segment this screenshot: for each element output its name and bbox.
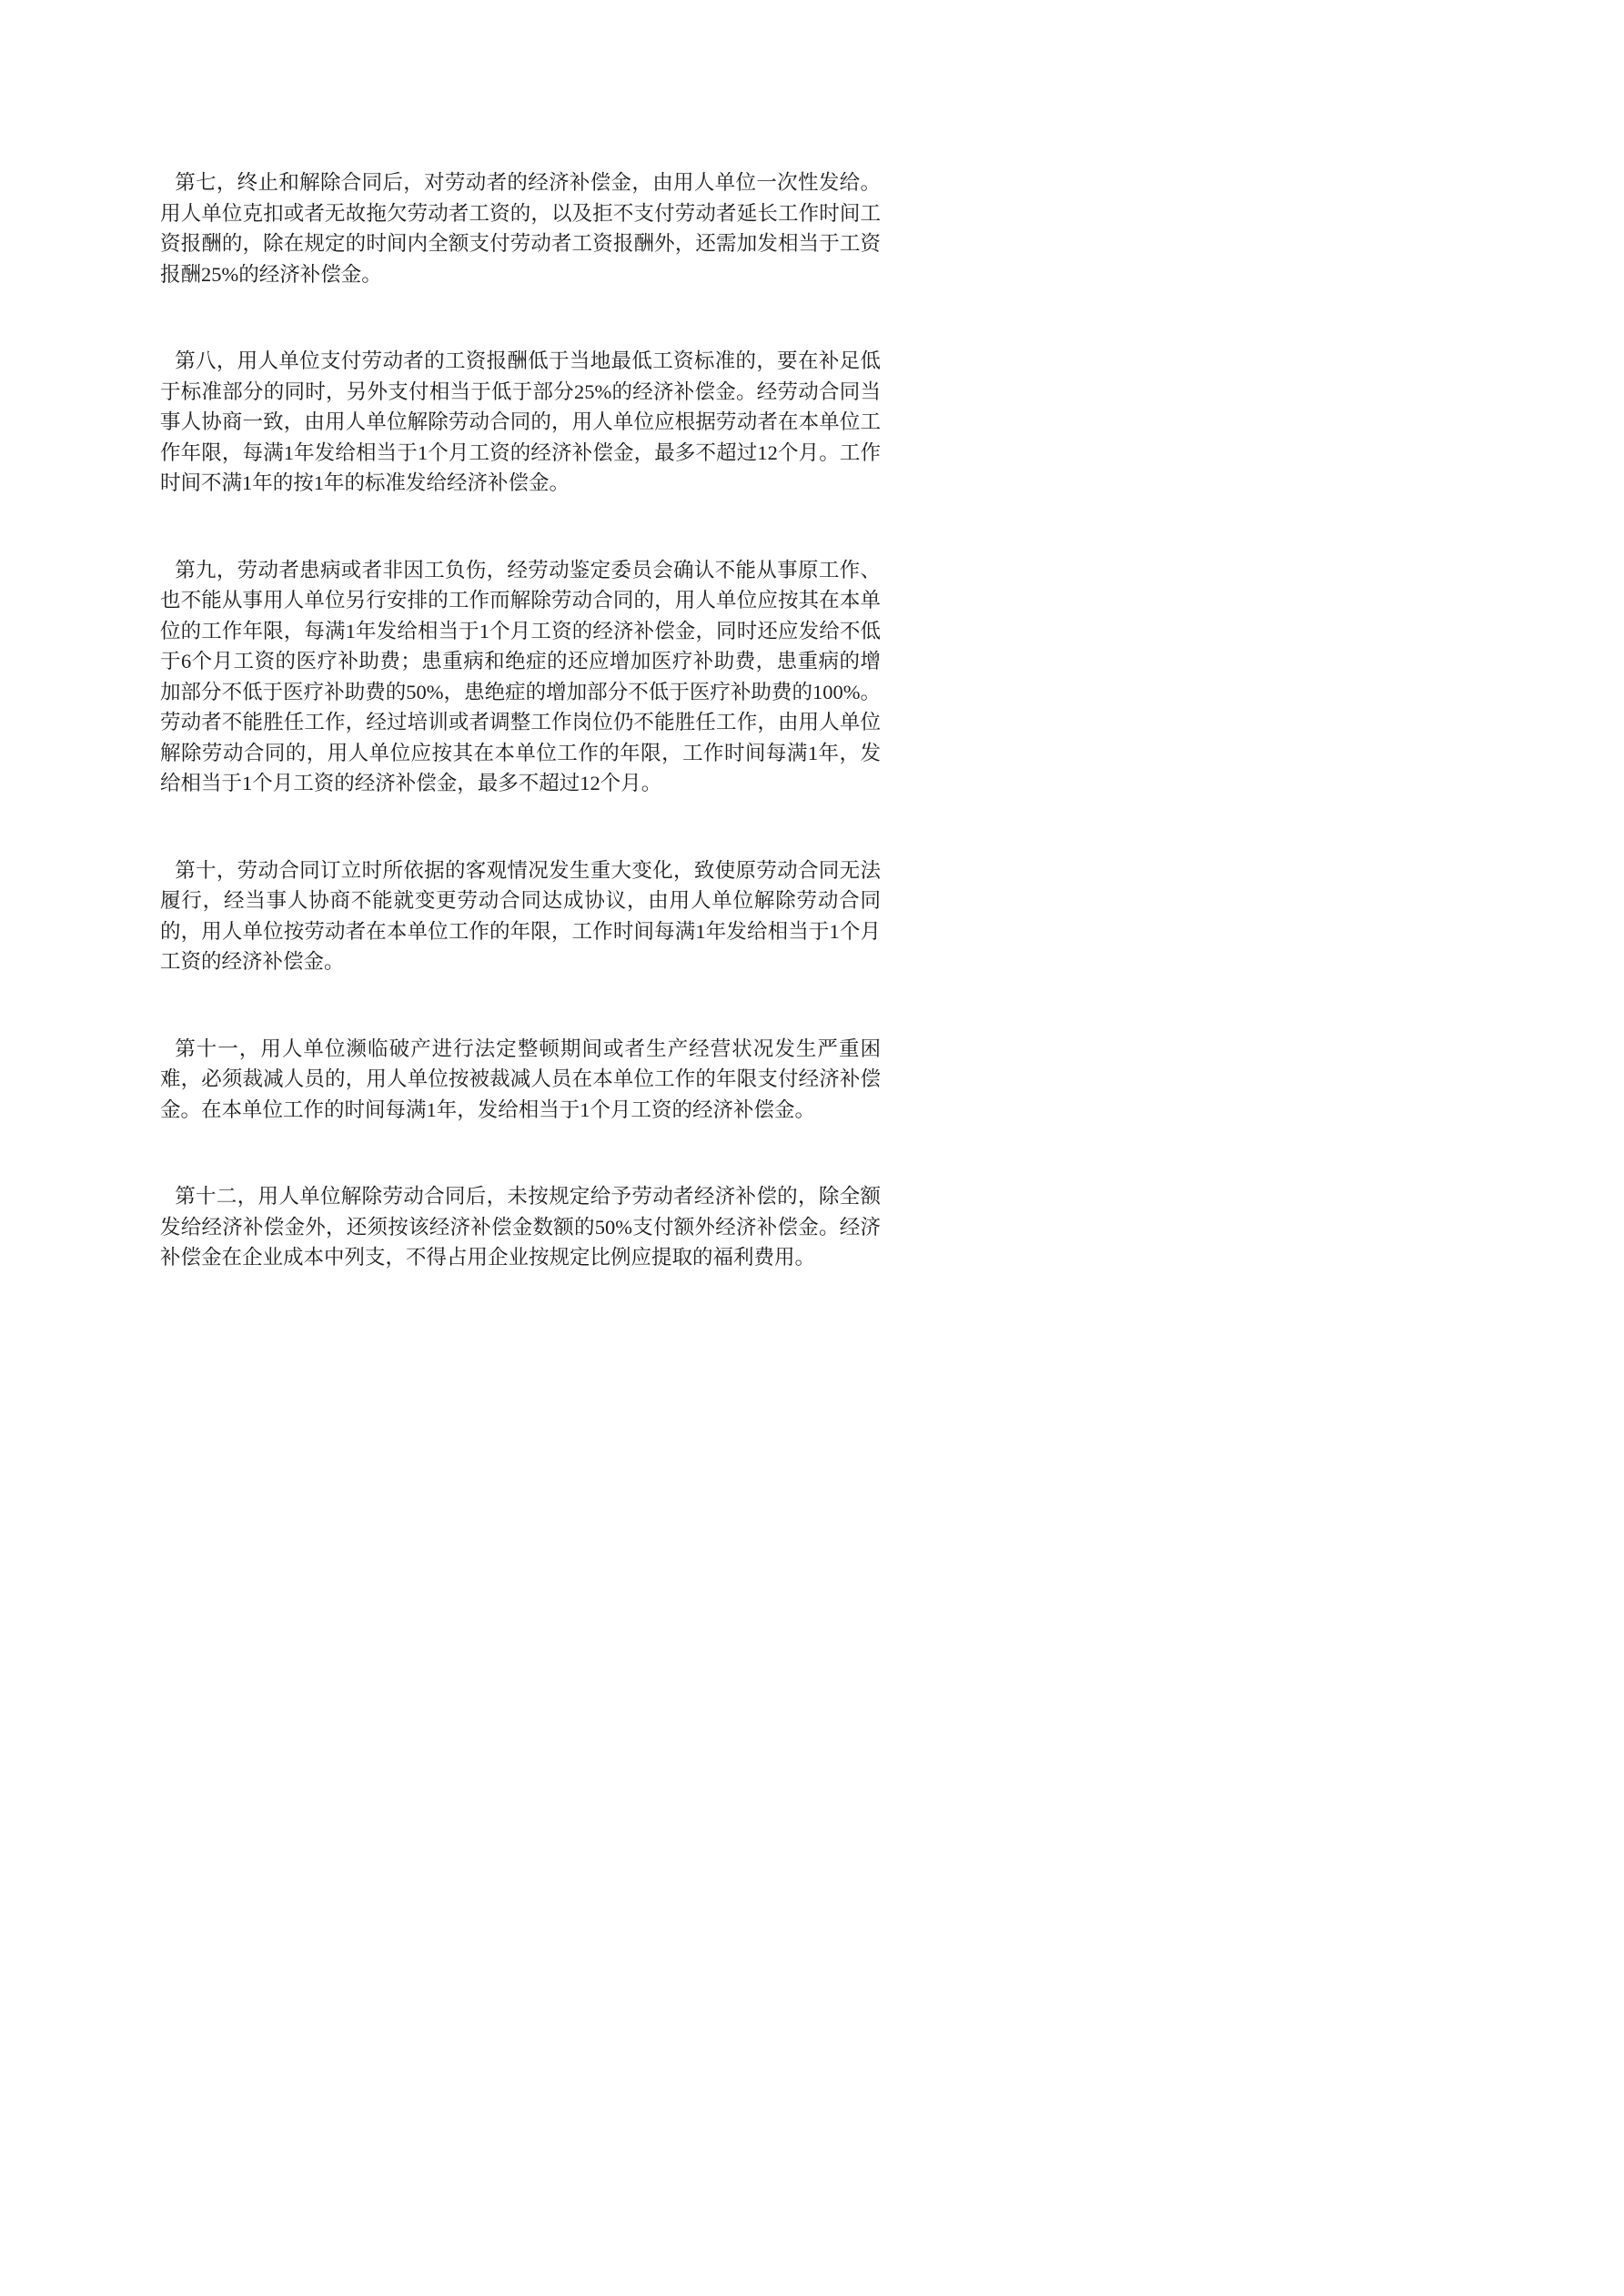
document-body xyxy=(160,167,881,1273)
clause-10-paragraph: 第十，劳动合同订立时所依据的客观情况发生重大变化，致使原劳动合同无法履行，经当事人协商不能就变更劳动合同达成协议，由用人单位解除劳动合同的，用人单位按劳动者在本单位工作的年限，工作时间每满1年发给相当于1个月工资的经济补偿金。 xyxy=(160,858,881,973)
clause-9-paragraph: 第九，劳动者患病或者非因工负伤，经劳动鉴定委员会确认不能从事原工作、也不能从事用人单位另行安排的工作而解除劳动合同的，用人单位应按其在本单位的工作年限，每满1年发给相当于1个月工资的经济补偿金，同时还应发给不低于6个月工资的医疗补助费；患重病和绝症的还应增加医疗补助费，患重病的增加部分不低于医疗补助费的50%，患绝症的增加部分不低于医疗补助费的100%。劳动者不能胜任工作，经过培训或者调整工作岗位仍不能胜任工作，由用人单位解除劳动合同的，用人单位应按其在本单位工作的年限，工作时间每满1年，发给相当于1个月工资的经济补偿金，最多不超过12个月。 xyxy=(160,558,881,794)
clause-11-paragraph: 第十一，用人单位濒临破产进行法定整顿期间或者生产经营状况发生严重困难，必须裁减人员的，用人单位按被裁减人员在本单位工作的年限支付经济补偿金。在本单位工作的时间每满1年，发给相当于1个月工资的经济补偿金。 xyxy=(160,1037,881,1121)
clause-8-paragraph: 第八，用人单位支付劳动者的工资报酬低于当地最低工资标准的，要在补足低于标准部分的同时，另外支付相当于低于部分25%的经济补偿金。经劳动合同当事人协商一致，由用人单位解除劳动合同的，用人单位应根据劳动者在本单位工作年限，每满1年发给相当于1个月工资的经济补偿金，最多不超过12个月。工作时间不满1年的按1年的标准发给经济补偿金。 xyxy=(160,349,881,494)
clause-7-paragraph: 第七，终止和解除合同后，对劳动者的经济补偿金，由用人单位一次性发给。用人单位克扣或者无故拖欠劳动者工资的，以及拒不支付劳动者延长工作时间工资报酬的，除在规定的时间内全额支付劳动者工资报酬外，还需加发相当于工资报酬25%的经济补偿金。 xyxy=(160,171,881,286)
clause-12-paragraph: 第十二，用人单位解除劳动合同后，未按规定给予劳动者经济补偿的，除全额发给经济补偿金外，还须按该经济补偿金数额的50%支付额外经济补偿金。经济补偿金在企业成本中列支，不得占用企业按规定比例应提取的福利费用。 xyxy=(160,1185,881,1269)
